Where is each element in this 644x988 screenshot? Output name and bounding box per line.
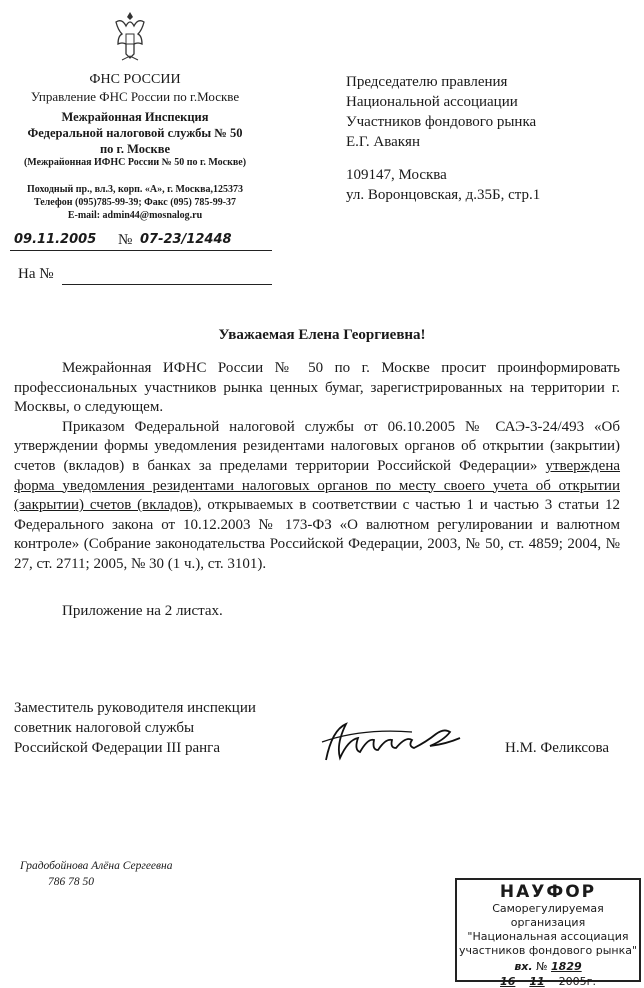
stamp-line3: участников фондового рынка" — [458, 944, 638, 957]
registration-underline — [10, 250, 272, 251]
paragraph-1: Межрайонная ИФНС России № 50 по г. Москве просит проинформировать профессиональных участников рынка ценных бумаг, зарегистрированных на территории г. Москвы, о следующем. — [14, 360, 620, 416]
paragraph-2-underlined: утверждена форма уведомления резидентами налоговых органов по месту своего учета об открытии (закрытии) счетов (вкладов) — [14, 457, 621, 514]
recipient-line2: Национальной ассоциации — [346, 94, 518, 110]
stamp-line2: "Национальная ассоциация — [467, 930, 629, 943]
recipient-line3: Участников фондового рынка — [346, 114, 537, 130]
signer-title-line1: Заместитель руководителя инспекции — [14, 700, 256, 716]
number-sign: № — [118, 232, 133, 248]
stamp-line1: Саморегулируемая организация — [492, 902, 604, 929]
department-name: Управление ФНС России по г.Москве — [30, 89, 240, 104]
stamp-in-number: 1829 — [551, 960, 582, 973]
letter-number: 07-23/12448 — [140, 232, 232, 247]
reply-to-line — [62, 284, 272, 285]
recipient-street: ул. Воронцовская, д.35Б, стр.1 — [346, 187, 541, 203]
paragraph-2-start: Приказом Федеральной налоговой службы от 06.10.2005 № САЭ-3-24/493 «Об утверждении формы уведомления резидентами налоговых органов об открытии (закрытии) счетов (вкладов) в банках за пределами территории Российской Федерации» — [14, 418, 620, 474]
office-email: E-mail: admin44@mosnalog.ru — [67, 210, 203, 221]
stamp-day: 16 — [500, 975, 516, 988]
stamp-date-row — [457, 975, 639, 988]
stamp-in-row — [457, 960, 639, 973]
coat-of-arms-icon — [110, 8, 150, 64]
recipient-name: Е.Г. Авакян — [346, 134, 420, 150]
stamp-year: 2005 — [558, 975, 587, 988]
recipient-postal: 109147, Москва — [346, 167, 447, 183]
executor-name: Градобойнова Алёна Сергеевна — [20, 860, 173, 872]
registration-line — [10, 232, 272, 252]
office-name-line2: Федеральной налоговой службы № 50 — [27, 126, 243, 140]
stamp-in-label: вх. — [514, 960, 533, 973]
executor-phone: 786 78 50 — [48, 876, 94, 888]
office-address: Походный пр., вл.3, корп. «А», г. Москва,125373 — [27, 184, 243, 195]
letter-body — [14, 359, 620, 575]
reply-to-label: На № — [18, 266, 54, 282]
handwritten-signature — [318, 712, 488, 772]
letter-date: 09.11.2005 — [14, 232, 97, 247]
incoming-stamp — [455, 878, 641, 988]
office-short-name: (Межрайонная ИФНС России № 50 по г. Москве) — [23, 157, 247, 168]
signer-title-line2: советник налоговой службы — [14, 720, 195, 736]
recipient-line1: Председателю правления — [346, 74, 508, 90]
paragraph-2 — [14, 418, 620, 575]
stamp-org: НАУФОР — [499, 882, 597, 902]
office-phone: Телефон (095)785-99-39; Факс (095) 785-99-37 — [33, 197, 237, 208]
greeting: Уважаемая Елена Георгиевна! — [218, 327, 426, 343]
signer-name: Н.М. Феликсова — [505, 740, 610, 756]
agency-name: ФНС РОССИИ — [89, 72, 181, 87]
paragraph-2-end: , открываемых в соответствии с частью 1 и частью 3 статьи 12 Федерального закона от 10.12.2003 № 173-ФЗ «О валютном регулировании и валютном контроле» (Собрание законодательства Российской Федерации, 2003, № 50, ст. 4859; 2004, № 27, ст. 2711; 2005, № 30 (1 ч.), ст. 3101). — [14, 497, 620, 572]
stamp-month: 11 — [529, 975, 545, 988]
stamp-number-label: № — [536, 960, 548, 973]
office-name-line1: Межрайонная Инспекция — [61, 110, 209, 124]
stamp-year-suffix: г. — [586, 975, 596, 988]
signer-title-line3: Российской Федерации III ранга — [14, 740, 220, 756]
attachment-note: Приложение на 2 листах. — [62, 603, 223, 619]
office-name-line3: по г. Москве — [99, 142, 171, 156]
